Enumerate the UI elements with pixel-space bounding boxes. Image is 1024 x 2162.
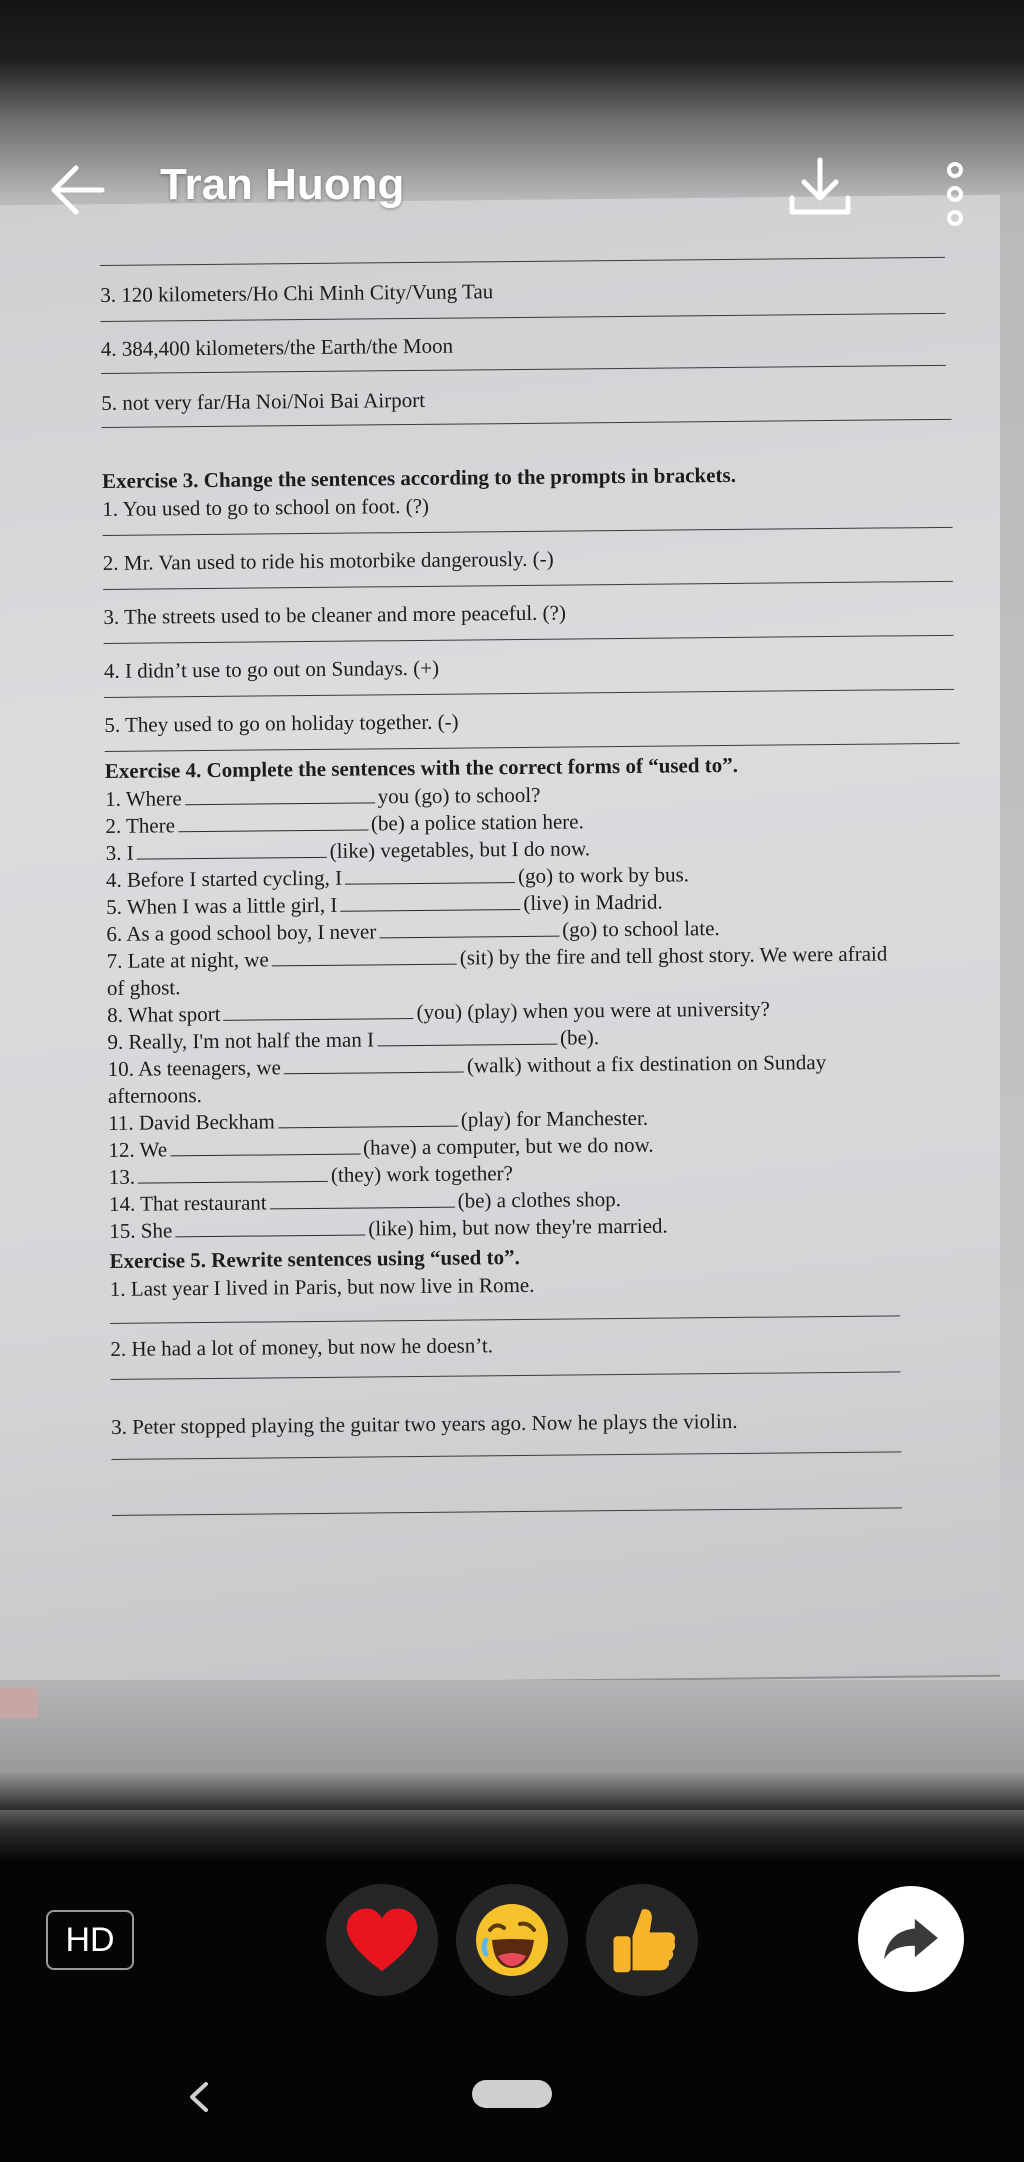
- system-home-button[interactable]: [472, 2080, 552, 2108]
- share-arrow-icon: [882, 1915, 940, 1963]
- ex2-item-4: 4. 384,400 kilometers/the Earth/the Moon: [100, 333, 454, 361]
- ex4-item-3: 3. I (like) vegetables, but I do now.: [105, 836, 591, 865]
- ex4-item-4: 4. Before I started cycling, I (go) to work by bus.: [105, 862, 690, 892]
- heart-icon: [343, 1905, 421, 1975]
- download-icon[interactable]: [784, 152, 856, 224]
- like-reaction-button[interactable]: [586, 1884, 698, 1996]
- ex4-item-9: 9. Really, I'm not half the man I (be).: [107, 1025, 600, 1054]
- ex5-title: Exercise 5. Rewrite sentences using “used to”.: [109, 1245, 520, 1273]
- ex4-item-13: 13. (they) work together?: [108, 1161, 514, 1189]
- ex3-title: Exercise 3. Change the sentences according to the prompts in brackets.: [101, 462, 737, 493]
- ex2-item-5: 5. not very far/Ha Noi/Noi Bai Airport: [101, 387, 426, 415]
- ex3-item-1: 1. You used to go to school on foot. (?): [102, 493, 430, 521]
- laughing-face-icon: [472, 1900, 552, 1980]
- ex4-item-5: 5. When I was a little girl, I (live) in Madrid.: [106, 889, 663, 919]
- ex4-item-1: 1. Where you (go) to school?: [105, 782, 541, 811]
- ex4-item-6: 6. As a good school boy, I never (go) to school late.: [106, 916, 720, 946]
- ex4-item-15: 15. She (like) him, but now they're married.: [109, 1213, 668, 1243]
- ex4-item-7: 7. Late at night, we (sit) by the fire and tell ghost story. We were afraid: [106, 941, 888, 973]
- conversation-title: Tran Huong: [160, 160, 405, 209]
- heart-reaction-button[interactable]: [326, 1884, 438, 1996]
- hd-toggle-button[interactable]: HD: [46, 1910, 134, 1970]
- ex4-item-14: 14. That restaurant (be) a clothes shop.: [108, 1187, 622, 1216]
- ex2-item-3: 3. 120 kilometers/Ho Chi Minh City/Vung Tau: [100, 279, 494, 307]
- ex3-item-3: 3. The streets used to be cleaner and more peaceful. (?): [103, 600, 567, 629]
- ex4-item-7-cont: of ghost.: [106, 975, 181, 1000]
- ex3-item-2: 2. Mr. Van used to ride his motorbike dangerously. (-): [102, 546, 554, 575]
- ex4-item-10-cont: afternoons.: [107, 1083, 202, 1108]
- ex4-item-10: 10. As teenagers, we (walk) without a fix destination on Sunday: [107, 1050, 827, 1081]
- back-arrow-icon[interactable]: [48, 162, 108, 218]
- ex5-item-3: 3. Peter stopped playing the guitar two years ago. Now he plays the violin.: [111, 1408, 738, 1439]
- ex4-item-8: 8. What sport (you) (play) when you were at university?: [107, 996, 771, 1027]
- ex5-item-2: 2. He had a lot of money, but now he doesn’t.: [110, 1333, 494, 1361]
- ex5-item-1: 1. Last year I lived in Paris, but now live in Rome.: [109, 1272, 535, 1301]
- ex3-item-5: 5. They used to go on holiday together. (-): [104, 709, 459, 737]
- ex4-item-2: 2. There (be) a police station here.: [105, 809, 584, 838]
- ex3-item-4: 4. I didn’t use to go out on Sundays. (+): [103, 655, 440, 683]
- ex4-title: Exercise 4. Complete the sentences with the correct forms of “used to”.: [104, 752, 739, 783]
- top-bar: [0, 140, 1024, 240]
- laugh-reaction-button[interactable]: [456, 1884, 568, 1996]
- more-vertical-icon[interactable]: [940, 160, 970, 230]
- paper-edge: [0, 1680, 1024, 1810]
- paper-tab: [0, 1688, 38, 1718]
- ex4-item-12: 12. We (have) a computer, but we do now.: [108, 1132, 654, 1162]
- thumbs-up-icon: [604, 1902, 680, 1978]
- share-button[interactable]: [858, 1886, 964, 1992]
- system-back-icon[interactable]: [186, 2080, 210, 2114]
- ex4-item-11: 11. David Beckham (play) for Manchester.: [108, 1105, 649, 1135]
